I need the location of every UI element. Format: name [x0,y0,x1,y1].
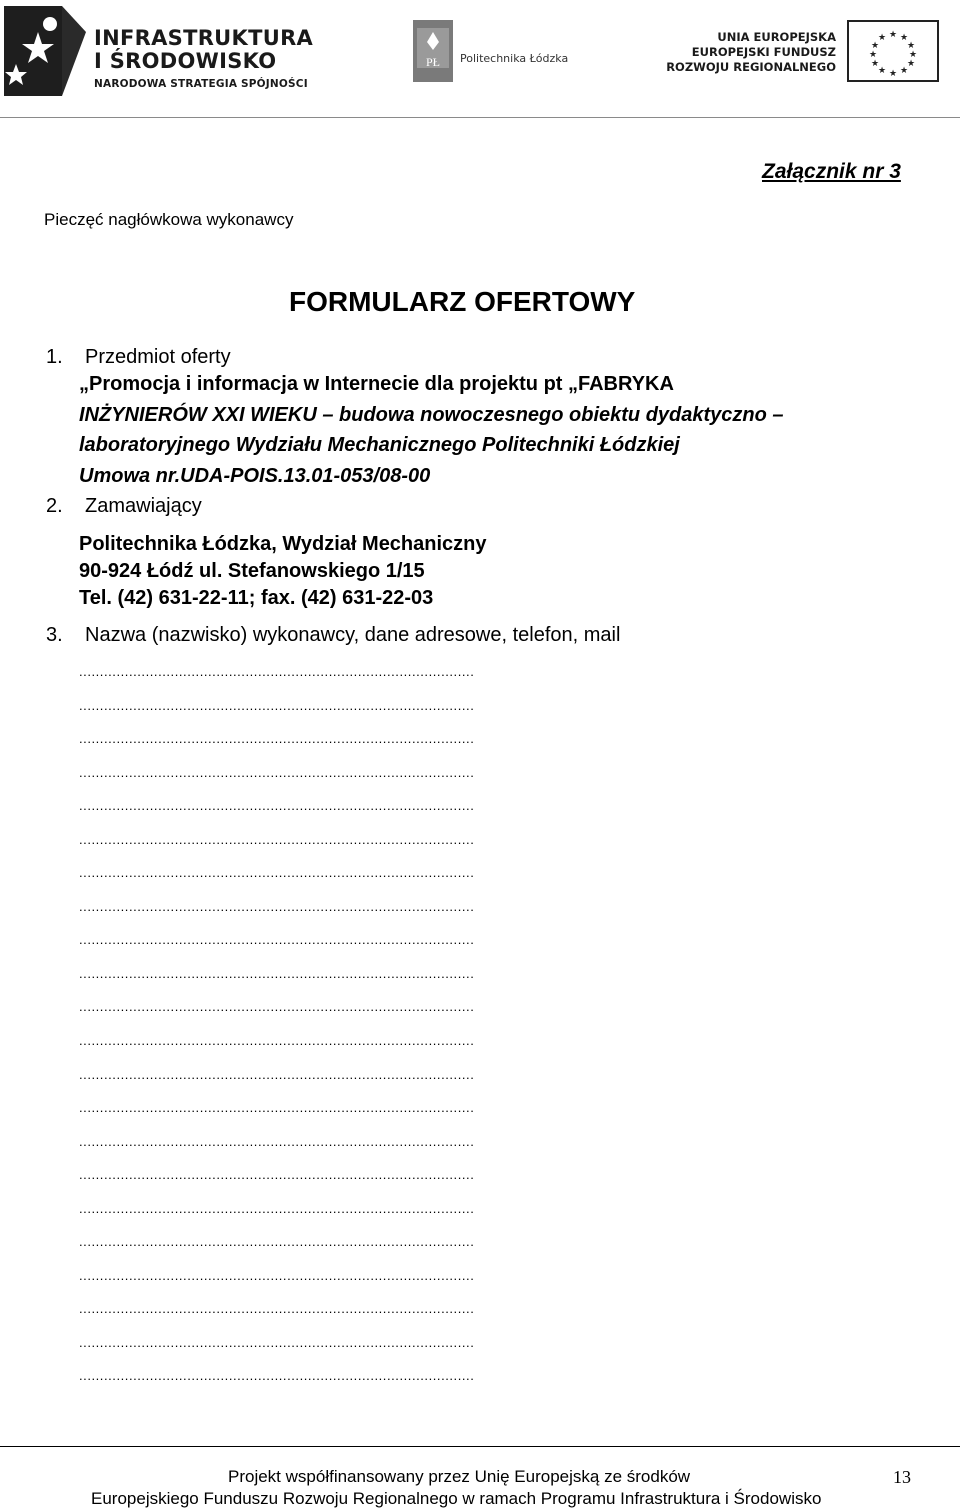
svg-text:★: ★ [868,49,878,59]
page-header [0,0,960,118]
crest-monogram: PŁ [425,55,441,69]
fill-line[interactable]: ............................................................................................... [79,866,475,881]
fill-line[interactable]: ............................................................................................... [79,1201,475,1216]
svg-text:★: ★ [870,40,880,50]
svg-text:★: ★ [877,32,887,42]
fill-line[interactable]: ............................................................................................... [79,1335,475,1350]
section1-heading: Przedmiot oferty [85,346,231,368]
fill-line[interactable]: ............................................................................................... [79,1134,475,1149]
eu-text-line2: EUROPEJSKI FUNDUSZ [691,45,836,59]
section2-number: 2. [46,495,63,517]
page-title: FORMULARZ OFERTOWY [289,286,636,317]
contract-number: Umowa nr.UDA-POIS.13.01-053/08-00 [79,465,431,487]
fill-line[interactable]: ............................................................................................... [79,799,475,814]
logo-text-line1: INFRASTRUKTURA [94,26,314,50]
svg-text:★: ★ [899,32,909,42]
fill-line[interactable]: ............................................................................................... [79,1034,475,1049]
subject-line1: „Promocja i informacja w Internecie dla projektu pt „FABRYKA [79,373,674,395]
fill-line[interactable]: ............................................................................................... [79,1369,475,1384]
contractor-fill-lines[interactable] [79,665,719,1403]
fill-line[interactable]: ............................................................................................... [79,698,475,713]
politechnika-crest-icon [413,20,453,82]
svg-text:★: ★ [870,58,880,68]
section1-number: 1. [46,346,63,368]
fill-line[interactable]: ............................................................................................... [79,1302,475,1317]
politechnika-name: Politechnika Łódzka [460,52,569,65]
fill-line[interactable]: ............................................................................................... [79,1235,475,1250]
footer-divider [0,1446,960,1447]
section2-heading: Zamawiający [85,495,202,517]
fill-line[interactable]: ............................................................................................... [79,1000,475,1015]
fill-line[interactable]: ............................................................................................... [79,1067,475,1082]
logo-text-line2: I ŚRODOWISKO [94,49,277,73]
header-divider [0,117,960,118]
eu-text-line3: ROZWOJU REGIONALNEGO [666,60,836,74]
svg-text:★: ★ [908,49,918,59]
client-name: Politechnika Łódzka, Wydział Mechaniczny [79,533,487,555]
fill-line[interactable]: ............................................................................................... [79,899,475,914]
fill-line[interactable]: ............................................................................................... [79,732,475,747]
page-number: 13 [893,1467,911,1487]
fill-line[interactable]: ............................................................................................... [79,966,475,981]
logo-text-line3: NARODOWA STRATEGIA SPÓJNOŚCI [94,78,308,90]
annex-label: Załącznik nr 3 [762,160,901,183]
eu-text-line1: UNIA EUROPEJSKA [717,30,836,44]
fill-line[interactable]: ............................................................................................... [79,1268,475,1283]
svg-text:★: ★ [888,29,898,39]
infrastruktura-logo-icon [2,2,88,98]
client-phone: Tel. (42) 631-22-11; fax. (42) 631-22-03 [79,587,434,609]
subject-line2: INŻYNIERÓW XXI WIEKU – budowa nowoczesnego obiektu dydaktyczno – [79,404,784,426]
footer-line1: Projekt współfinansowany przez Unię Europejską ze środków [228,1467,691,1486]
fill-line[interactable]: ............................................................................................... [79,832,475,847]
svg-text:★: ★ [888,68,898,78]
subject-line3: laboratoryjnego Wydziału Mechanicznego Politechniki Łódzkiej [79,434,680,456]
section3-heading: Nazwa (nazwisko) wykonawcy, dane adresowe, telefon, mail [85,624,621,646]
fill-line[interactable]: ............................................................................................... [79,665,475,679]
eu-flag-icon [847,20,939,82]
svg-text:★: ★ [906,58,916,68]
svg-text:★: ★ [877,65,887,75]
fill-line[interactable]: ............................................................................................... [79,933,475,948]
section3-number: 3. [46,624,63,646]
svg-text:★: ★ [906,40,916,50]
client-address: 90-924 Łódź ul. Stefanowskiego 1/15 [79,560,425,582]
fill-line[interactable]: ............................................................................................... [79,1168,475,1183]
stamp-label: Pieczęć nagłówkowa wykonawcy [44,210,294,229]
svg-text:★: ★ [899,65,909,75]
footer-line2: Europejskiego Funduszu Rozwoju Regionalnego w ramach Programu Infrastruktura i Środowisko [91,1489,822,1508]
fill-line[interactable]: ............................................................................................... [79,1101,475,1116]
fill-line[interactable]: ............................................................................................... [79,765,475,780]
